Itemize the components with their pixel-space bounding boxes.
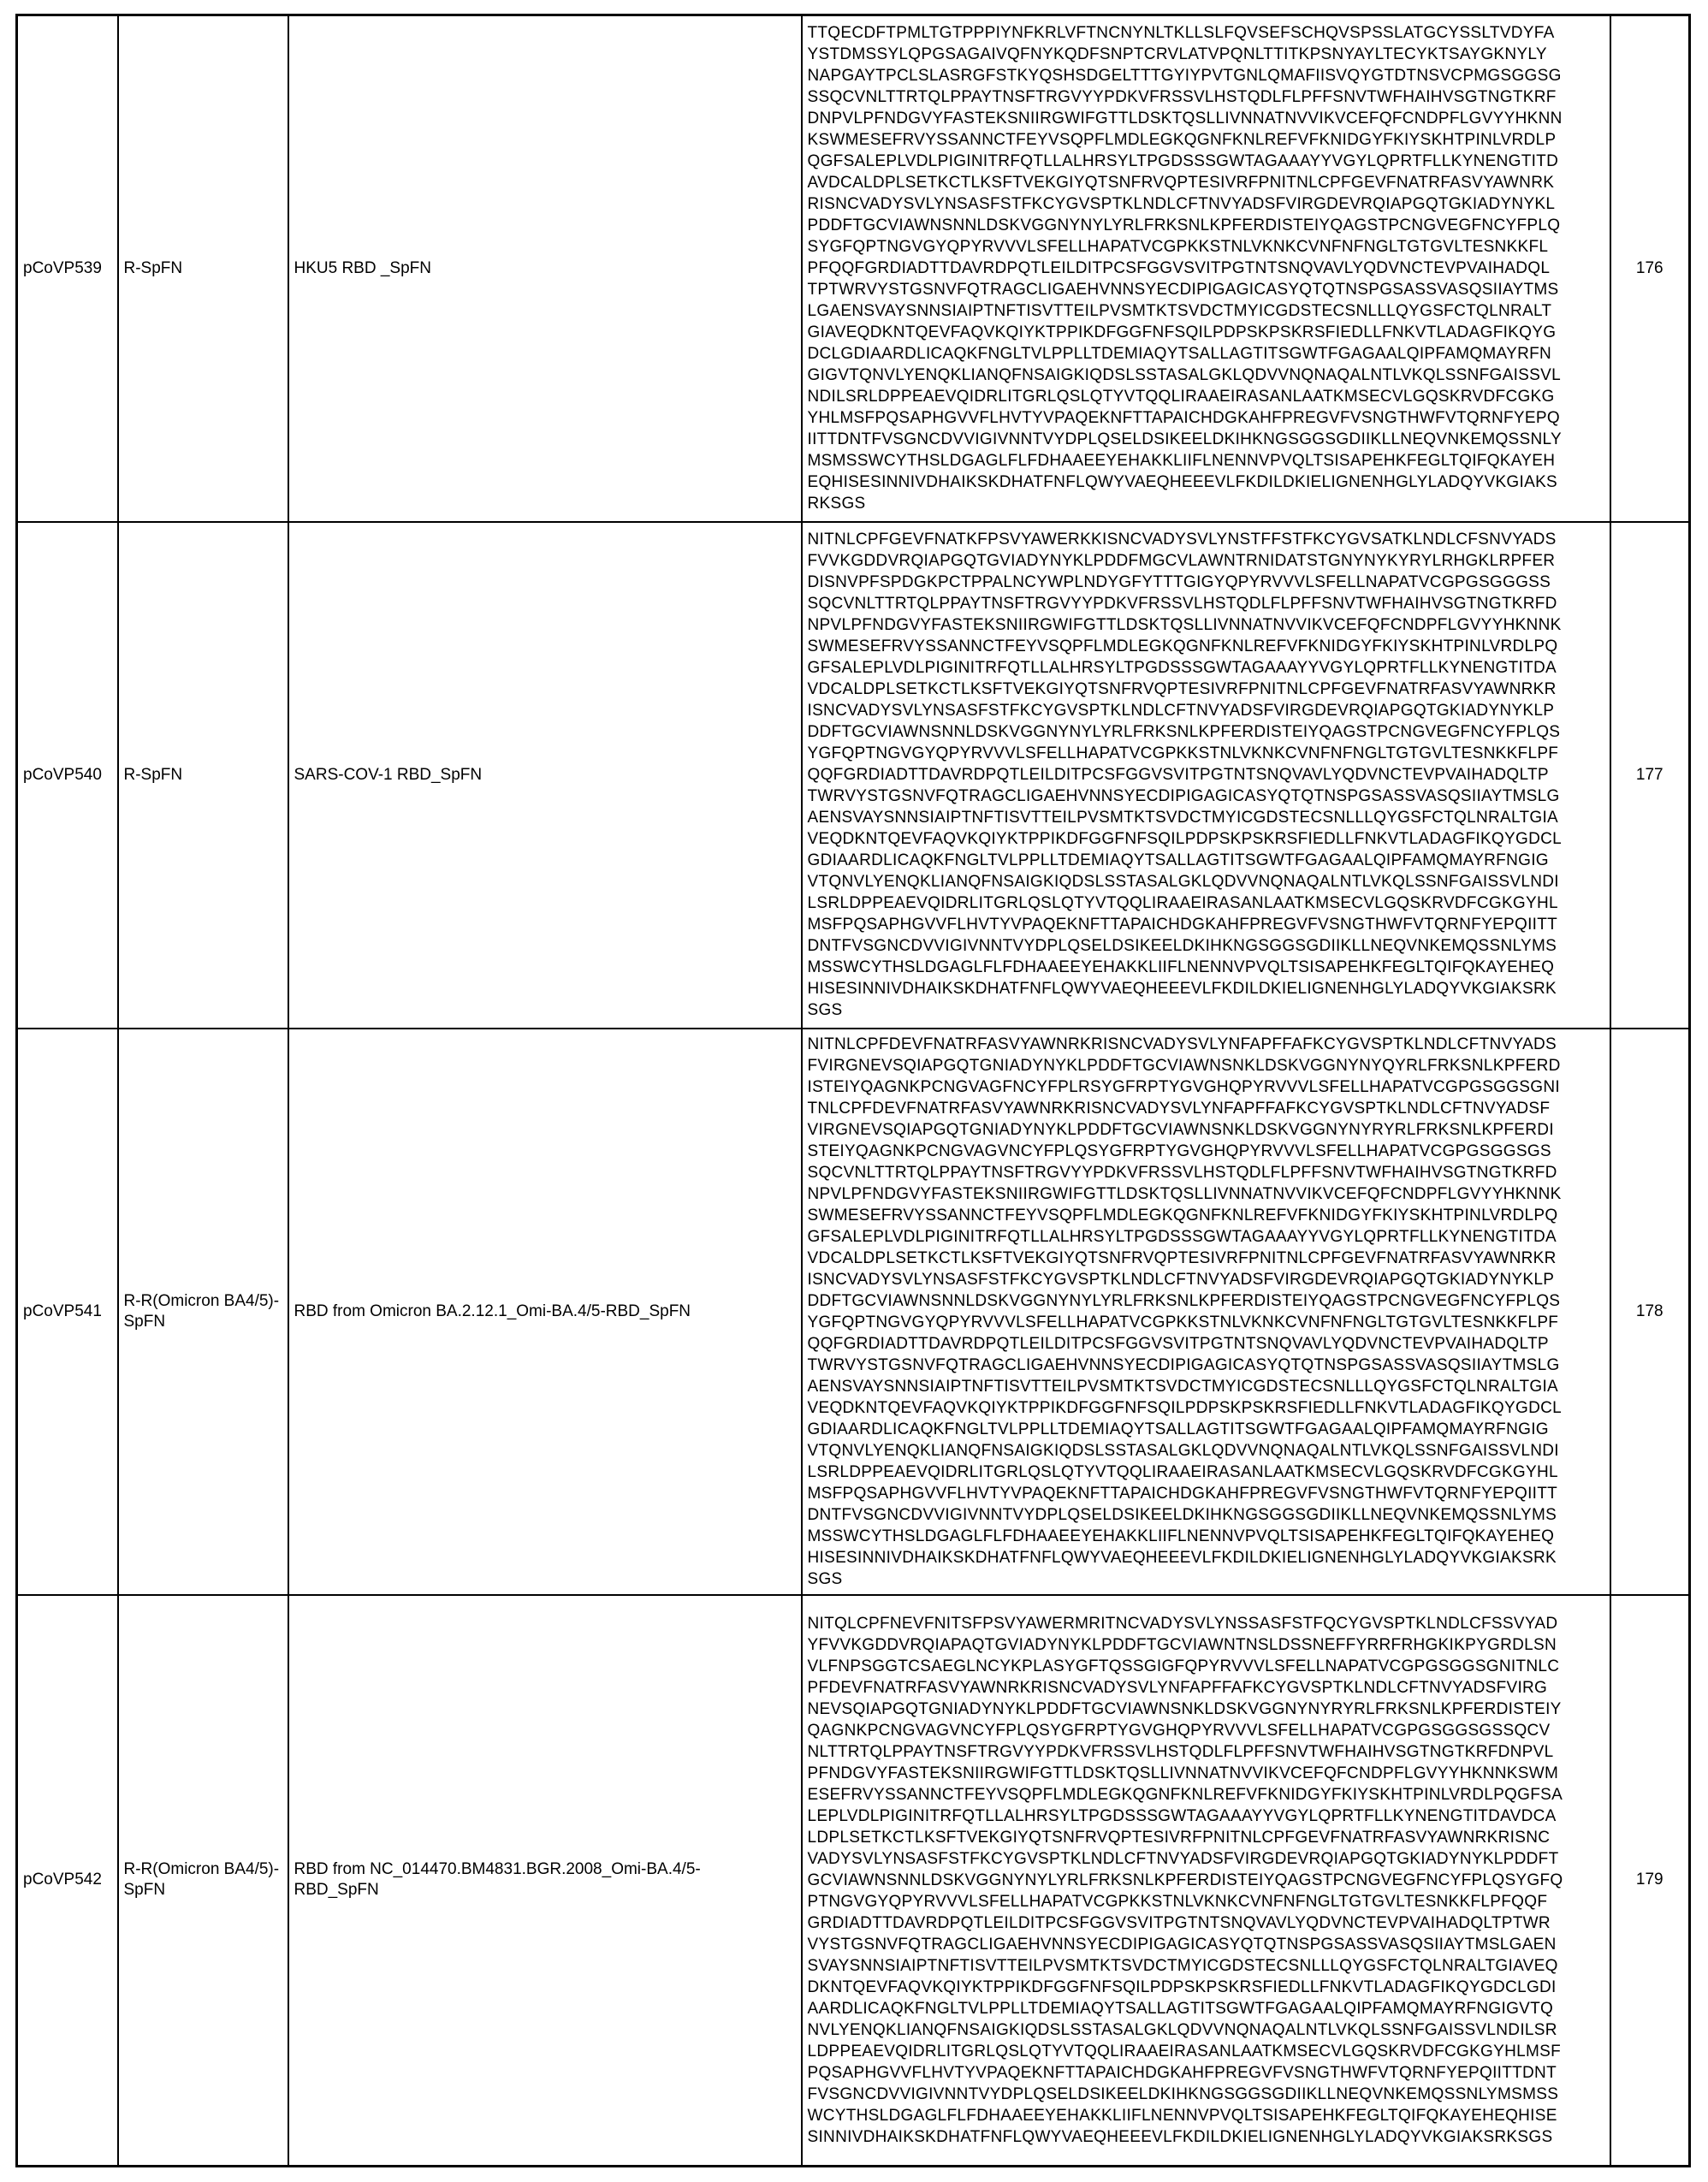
- sequence-cell: [802, 15, 1610, 522]
- seq-id-cell: [1610, 522, 1690, 1029]
- amino-acid-sequence: NITQLCPFNEVFNITSFPSVYAWERMRITNCVADYSVLYNSSASFSTFQCYGVSPTKLNDLCFSSVYAD YFVVKGDDVRQIAPAQTGVIADYNYKLPDDFTGCVIAWNTNSLDSSNEFFYRRFRHGKIKPYGRDLSN VLFNPSGGTCSAEGLNCYKPLASYGFTQSSGIGFQPYRVVVLSFELLNAPATVCGPGSGGSGNITNLC PFDEVFNATRFASVYAWNRKRISNCVADYSVLYNFAPFFAFKCYGVSPTKLNDLCFTNVYADSFVIRG NEVSQIAPGQTGNIADYNYKLPDDFTGCVIAWNSNKLDSKVGGNYNYRYRLFRKSNLKPFERDISTEIY QAGNKPCNGVAGVNCYFPLQSYGFRPTYGVGHQPYRVVVLSFELLHAPATVCGPGSGGSGSSQCV NLTTRTQLPPAYTNSFTRGVYYPDKVFRSSVLHSTQDLFLPFFSNVTWFHAIHVSGTNGTKRFDNPVL PFNDGVYFASTEKSNIIRGWIFGTTLDSKTQSLLIVNNATNVVIKVCEFQFCNDPFLGVYYHKNNKSWM ESEFRVYSSANNCTFEYVSQPFLMDLEGKQGNFKNLREFVFKNIDGYFKIYSKHTPINLVRDLPQGFSA LEPLVDLPIGINITRFQTLLALHRSYLTPGDSSSGWTAGAAAYYVGYLQPRTFLLKYNENGTITDAVDCA LDPLSETKCTLKSFTVEKGIYQTSNFRVQPTESIVRFPNITNLCPFGEVFNATRFASVYAWNRKRISNC VADYSVLYNSASFSTFKCYGVSPTKLNDLCFTNVYADSFVIRGDEVRQIAPGQTGKIADYNYKLPDDFT GCVIAWNSNNLDSKVGGNYNYLYRLFRKSNLKPFERDISTEIYQAGSTPCNGVEGFNCYFPLQSYGFQ PTNGVGYQPYRVVVLSFELLHAPATVCGPKKSTNLVKNKCVNFNFNGLTGTGVLTESNKKFLPFQQF GRDIADTTDAVRDPQTLEILDITPCSFGGVSVITPGTNTSNQVAVLYQDVNCTEVPVAIHADQLTPTWR VYSTGSNVFQTRAGCLIGAEHVNNSYECDIPIGAGICASYQTQTNSPGSASSVASQSIIAYTMSLGAEN SVAYSNNSIAIPTNFTISVTTEILPVSMTKTSVDCTMYICGDSTECSNLLLQYGSFCTQLNRALTGIAVEQ DKNTQEVFAQVKQIYKTPPIKDFGGFNFSQILPDPSKPSKRSFIEDLLFNKVTLADAGFIKQYGDCLGDI AARDLICAQKFNGLTVLPPLLTDEMIAQYTSALLAGTITSGWTFGAGAALQIPFAMQMAYRFNGIGVTQ NVLYENQKLIANQFNSAIGKIQDSLSSTASALGKLQDVVNQNAQALNTLVKQLSSNFGAISSVLNDILSR LDPPEAEVQIDRLITGRLQSLQTYVTQQLIRAAEIRASANLAATKMSECVLGQSKRVDFCGKGYHLMSF PQSAPHGVVFLHVTYVPAQEKNFTTAPAICHDGKAHFPREGVFVSNGTHWFVTQRNFYEPQIITTDNT FVSGNCDVVIGIVNNTVYDPLQSELDSIKEELDKIHKNGSGGSGDIIKLLNEQVNKEMQSSNLYMSMSS WCYTHSLDGAGLFLFDHAAEEYEHAKKLIIFLNENNVPVQLTSISAPEHKFEGLTQIFQKAYEHEQHISE SINNIVDHAIKSKDHATFNFLQWYVAEQHEEEVLFKDILDKIELIGNENHGLYLADQYVKGIAKSRKSGS: [807, 1614, 1563, 2146]
- description-cell: [288, 1595, 802, 2167]
- table-row: [17, 1595, 1690, 2167]
- plasmid-id: pCoVP541: [23, 1301, 102, 1320]
- seq-id-number: 177: [1635, 765, 1664, 784]
- construct-type-cell: [118, 1595, 288, 2167]
- sequence-cell: [802, 1029, 1610, 1595]
- table-row: [17, 1029, 1690, 1595]
- amino-acid-sequence: TTQECDFTPMLTGTPPPIYNFKRLVFTNCNYNLTKLLSLFQVSEFSCHQVSPSSLATGCYSSLTVDYFA YSTDMSSYLQPGSAGAIVQFNYKQDFSNPTCRVLATVPQNLTTITKPSNYAYLTECYKTSAYGKNYLY NAPGAYTPCLSLASRGFSTKYQSHSDGELTTTGYIYPVTGNLQMAFIISVQYGTDTNSVCPMGSGGSG SSQCVNLTTRTQLPPAYTNSFTRGVYYPDKVFRSSVLHSTQDLFLPFFSNVTWFHAIHVSGTNGTKRF DNPVLPFNDGVYFASTEKSNIIRGWIFGTTLDSKTQSLLIVNNATNVVIKVCEFQFCNDPFLGVYYHKNN KSWMESEFRVYSSANNCTFEYVSQPFLMDLEGKQGNFKNLREFVFKNIDGYFKIYSKHTPINLVRDLP QGFSALEPLVDLPIGINITRFQTLLALHRSYLTPGDSSSGWTAGAAAYYVGYLQPRTFLLKYNENGTITD AVDCALDPLSETKCTLKSFTVEKGIYQTSNFRVQPTESIVRFPNITNLCPFGEVFNATRFASVYAWNRK RISNCVADYSVLYNSASFSTFKCYGVSPTKLNDLCFTNVYADSFVIRGDEVRQIAPGQTGKIADYNYKL PDDFTGCVIAWNSNNLDSKVGGNYNYLYRLFRKSNLKPFERDISTEIYQAGSTPCNGVEGFNCYFPLQ SYGFQPTNGVGYQPYRVVVLSFELLHAPATVCGPKKSTNLVKNKCVNFNFNGLTGTGVLTESNKKFL PFQQFGRDIADTTDAVRDPQTLEILDITPCSFGGVSVITPGTNTSNQVAVLYQDVNCTEVPVAIHADQL TPTWRVYSTGSNVFQTRAGCLIGAEHVNNSYECDIPIGAGICASYQTQTNSPGSASSVASQSIIAYTMS LGAENSVAYSNNSIAIPTNFTISVTTEILPVSMTKTSVDCTMYICGDSTECSNLLLQYGSFCTQLNRALT GIAVEQDKNTQEVFAQVKQIYKTPPIKDFGGFNFSQILPDPSKPSKRSFIEDLLFNKVTLADAGFIKQYG DCLGDIAARDLICAQKFNGLTVLPPLLTDEMIAQYTSALLAGTITSGWTFGAGAALQIPFAMQMAYRFN GIGVTQNVLYENQKLIANQFNSAIGKIQDSLSSTASALGKLQDVVNQNAQALNTLVKQLSSNFGAISSVL NDILSRLDPPEAEVQIDRLITGRLQSLQTYVTQQLIRAAEIRASANLAATKMSECVLGQSKRVDFCGKG YHLMSFPQSAPHGVVFLHVTYVPAQEKNFTTAPAICHDGKAHFPREGVFVSNGTHWFVTQRNFYEPQ IITTDNTFVSGNCDVVIGIVNNTVYDPLQSELDSIKEELDKIHKNGSGGSGDIIKLLNEQVNKEMQSSNLY MSMSSWCYTHSLDGAGLFLFDHAAEEYEHAKKLIIFLNENNVPVQLTSISAPEHKFEGLTQIFQKAYEH EQHISESINNIVDHAIKSKDHATFNFLQWYVAEQHEEEVLFKDILDKIELIGNENHGLYLADQYVKGIAKS RKSGS: [807, 24, 1563, 513]
- plasmid-id: pCoVP542: [23, 1871, 102, 1889]
- sequence-cell: [802, 1595, 1610, 2167]
- plasmid-id: pCoVP539: [23, 258, 102, 277]
- seq-id-number: 179: [1635, 1871, 1664, 1889]
- plasmid-id-cell: [17, 522, 118, 1029]
- plasmid-id: pCoVP540: [23, 765, 102, 784]
- construct-description: SARS-COV-1 RBD_SpFN: [294, 765, 483, 784]
- construct-type: R-SpFN: [123, 765, 183, 784]
- construct-description: RBD from Omicron BA.2.12.1_Omi-BA.4/5-RBD_SpFN: [294, 1301, 691, 1320]
- construct-description: HKU5 RBD _SpFN: [294, 258, 431, 277]
- seq-id-cell: [1610, 1029, 1690, 1595]
- description-cell: [288, 15, 802, 522]
- table-row: [17, 15, 1690, 522]
- table-row: [17, 522, 1690, 1029]
- construct-type: R-SpFN: [123, 258, 183, 277]
- construct-type: R-R(Omicron BA4/5)-SpFN: [123, 1860, 280, 1900]
- plasmid-id-cell: [17, 1029, 118, 1595]
- seq-id-cell: [1610, 1595, 1690, 2167]
- seq-id-number: 178: [1635, 1301, 1664, 1320]
- sequence-listing-table: [15, 14, 1691, 2167]
- construct-type-cell: [118, 15, 288, 522]
- construct-type: R-R(Omicron BA4/5)-SpFN: [123, 1291, 280, 1331]
- plasmid-id-cell: [17, 1595, 118, 2167]
- sequence-cell: [802, 522, 1610, 1029]
- plasmid-id-cell: [17, 15, 118, 522]
- description-cell: [288, 1029, 802, 1595]
- construct-type-cell: [118, 1029, 288, 1595]
- construct-description: RBD from NC_014470.BM4831.BGR.2008_Omi-BA.4/5-RBD_SpFN: [294, 1860, 701, 1900]
- seq-id-cell: [1610, 15, 1690, 522]
- amino-acid-sequence: NITNLCPFGEVFNATKFPSVYAWERKKISNCVADYSVLYNSTFFSTFKCYGVSATKLNDLCFSNVYADS FVVKGDDVRQIAPGQTGVIADYNYKLPDDFMGCVLAWNTRNIDATSTGNYNYKYRYLRHGKLRPFER DISNVPFSPDGKPCTPPALNCYWPLNDYGFYTTTGIGYQPYRVVVLSFELLNAPATVCGPGSGGGSS SQCVNLTTRTQLPPAYTNSFTRGVYYPDKVFRSSVLHSTQDLFLPFFSNVTWFHAIHVSGTNGTKRFD NPVLPFNDGVYFASTEKSNIIRGWIFGTTLDSKTQSLLIVNNATNVVIKVCEFQFCNDPFLGVYYHKNNK SWMESEFRVYSSANNCTFEYVSQPFLMDLEGKQGNFKNLREFVFKNIDGYFKIYSKHTPINLVRDLPQ GFSALEPLVDLPIGINITRFQTLLALHRSYLTPGDSSSGWTAGAAAYYVGYLQPRTFLLKYNENGTITDA VDCALDPLSETKCTLKSFTVEKGIYQTSNFRVQPTESIVRFPNITNLCPFGEVFNATRFASVYAWNRKR ISNCVADYSVLYNSASFSTFKCYGVSPTKLNDLCFTNVYADSFVIRGDEVRQIAPGQTGKIADYNYKLP DDFTGCVIAWNSNNLDSKVGGNYNYLYRLFRKSNLKPFERDISTEIYQAGSTPCNGVEGFNCYFPLQS YGFQPTNGVGYQPYRVVVLSFELLHAPATVCGPKKSTNLVKNKCVNFNFNGLTGTGVLTESNKKFLPF QQFGRDIADTTDAVRDPQTLEILDITPCSFGGVSVITPGTNTSNQVAVLYQDVNCTEVPVAIHADQLTP TWRVYSTGSNVFQTRAGCLIGAEHVNNSYECDIPIGAGICASYQTQTNSPGSASSVASQSIIAYTMSLG AENSVAYSNNSIAIPTNFTISVTTEILPVSMTKTSVDCTMYICGDSTECSNLLLQYGSFCTQLNRALTGIA VEQDKNTQEVFAQVKQIYKTPPIKDFGGFNFSQILPDPSKPSKRSFIEDLLFNKVTLADAGFIKQYGDCL GDIAARDLICAQKFNGLTVLPPLLTDEMIAQYTSALLAGTITSGWTFGAGAALQIPFAMQMAYRFNGIG VTQNVLYENQKLIANQFNSAIGKIQDSLSSTASALGKLQDVVNQNAQALNTLVKQLSSNFGAISSVLNDI LSRLDPPEAEVQIDRLITGRLQSLQTYVTQQLIRAAEIRASANLAATKMSECVLGQSKRVDFCGKGYHL MSFPQSAPHGVVFLHVTYVPAQEKNFTTAPAICHDGKAHFPREGVFVSNGTHWFVTQRNFYEPQIITT DNTFVSGNCDVVIGIVNNTVYDPLQSELDSIKEELDKIHKNGSGGSGDIIKLLNEQVNKEMQSSNLYMS MSSWCYTHSLDGAGLFLFDHAAEEYEHAKKLIIFLNENNVPVQLTSISAPEHKFEGLTQIFQKAYEHEQ HISESINNIVDHAIKSKDHATFNFLQWYVAEQHEEEVLFKDILDKIELIGNENHGLYLADQYVKGIAKSRK SGS: [807, 531, 1562, 1019]
- amino-acid-sequence: NITNLCPFDEVFNATRFASVYAWNRKRISNCVADYSVLYNFAPFFAFKCYGVSPTKLNDLCFTNVYADS FVIRGNEVSQIAPGQTGNIADYNYKLPDDFTGCVIAWNSNKLDSKVGGNYNYQYRLFRKSNLKPFERD ISTEIYQAGNKPCNGVAGFNCYFPLRSYGFRPTYGVGHQPYRVVVLSFELLHAPATVCGPGSGGSGNI TNLCPFDEVFNATRFASVYAWNRKRISNCVADYSVLYNFAPFFAFKCYGVSPTKLNDLCFTNVYADSF VIRGNEVSQIAPGQTGNIADYNYKLPDDFTGCVIAWNSNKLDSKVGGNYNYRYRLFRKSNLKPFERDI STEIYQAGNKPCNGVAGVNCYFPLQSYGFRPTYGVGHQPYRVVVLSFELLHAPATVCGPGSGGSGS SQCVNLTTRTQLPPAYTNSFTRGVYYPDKVFRSSVLHSTQDLFLPFFSNVTWFHAIHVSGTNGTKRFD NPVLPFNDGVYFASTEKSNIIRGWIFGTTLDSKTQSLLIVNNATNVVIKVCEFQFCNDPFLGVYYHKNNK SWMESEFRVYSSANNCTFEYVSQPFLMDLEGKQGNFKNLREFVFKNIDGYFKIYSKHTPINLVRDLPQ GFSALEPLVDLPIGINITRFQTLLALHRSYLTPGDSSSGWTAGAAAYYVGYLQPRTFLLKYNENGTITDA VDCALDPLSETKCTLKSFTVEKGIYQTSNFRVQPTESIVRFPNITNLCPFGEVFNATRFASVYAWNRKR ISNCVADYSVLYNSASFSTFKCYGVSPTKLNDLCFTNVYADSFVIRGDEVRQIAPGQTGKIADYNYKLP DDFTGCVIAWNSNNLDSKVGGNYNYLYRLFRKSNLKPFERDISTEIYQAGSTPCNGVEGFNCYFPLQS YGFQPTNGVGYQPYRVVVLSFELLHAPATVCGPKKSTNLVKNKCVNFNFNGLTGTGVLTESNKKFLPF QQFGRDIADTTDAVRDPQTLEILDITPCSFGGVSVITPGTNTSNQVAVLYQDVNCTEVPVAIHADQLTP TWRVYSTGSNVFQTRAGCLIGAEHVNNSYECDIPIGAGICASYQTQTNSPGSASSVASQSIIAYTMSLG AENSVAYSNNSIAIPTNFTISVTTEILPVSMTKTSVDCTMYICGDSTECSNLLLQYGSFCTQLNRALTGIA VEQDKNTQEVFAQVKQIYKTPPIKDFGGFNFSQILPDPSKPSKRSFIEDLLFNKVTLADAGFIKQYGDCL GDIAARDLICAQKFNGLTVLPPLLTDEMIAQYTSALLAGTITSGWTFGAGAALQIPFAMQMAYRFNGIG VTQNVLYENQKLIANQFNSAIGKIQDSLSSTASALGKLQDVVNQNAQALNTLVKQLSSNFGAISSVLNDI LSRLDPPEAEVQIDRLITGRLQSLQTYVTQQLIRAAEIRASANLAATKMSECVLGQSKRVDFCGKGYHL MSFPQSAPHGVVFLHVTYVPAQEKNFTTAPAICHDGKAHFPREGVFVSNGTHWFVTQRNFYEPQIITT DNTFVSGNCDVVIGIVNNTVYDPLQSELDSIKEELDKIHKNGSGGSGDIIKLLNEQVNKEMQSSNLYMS MSSWCYTHSLDGAGLFLFDHAAEEYEHAKKLIIFLNENNVPVQLTSISAPEHKFEGLTQIFQKAYEHEQ HISESINNIVDHAIKSKDHATFNFLQWYVAEQHEEEVLFKDILDKIELIGNENHGLYLADQYVKGIAKSRK SGS: [807, 1035, 1562, 1588]
- description-cell: [288, 522, 802, 1029]
- seq-id-number: 176: [1635, 258, 1664, 277]
- construct-type-cell: [118, 522, 288, 1029]
